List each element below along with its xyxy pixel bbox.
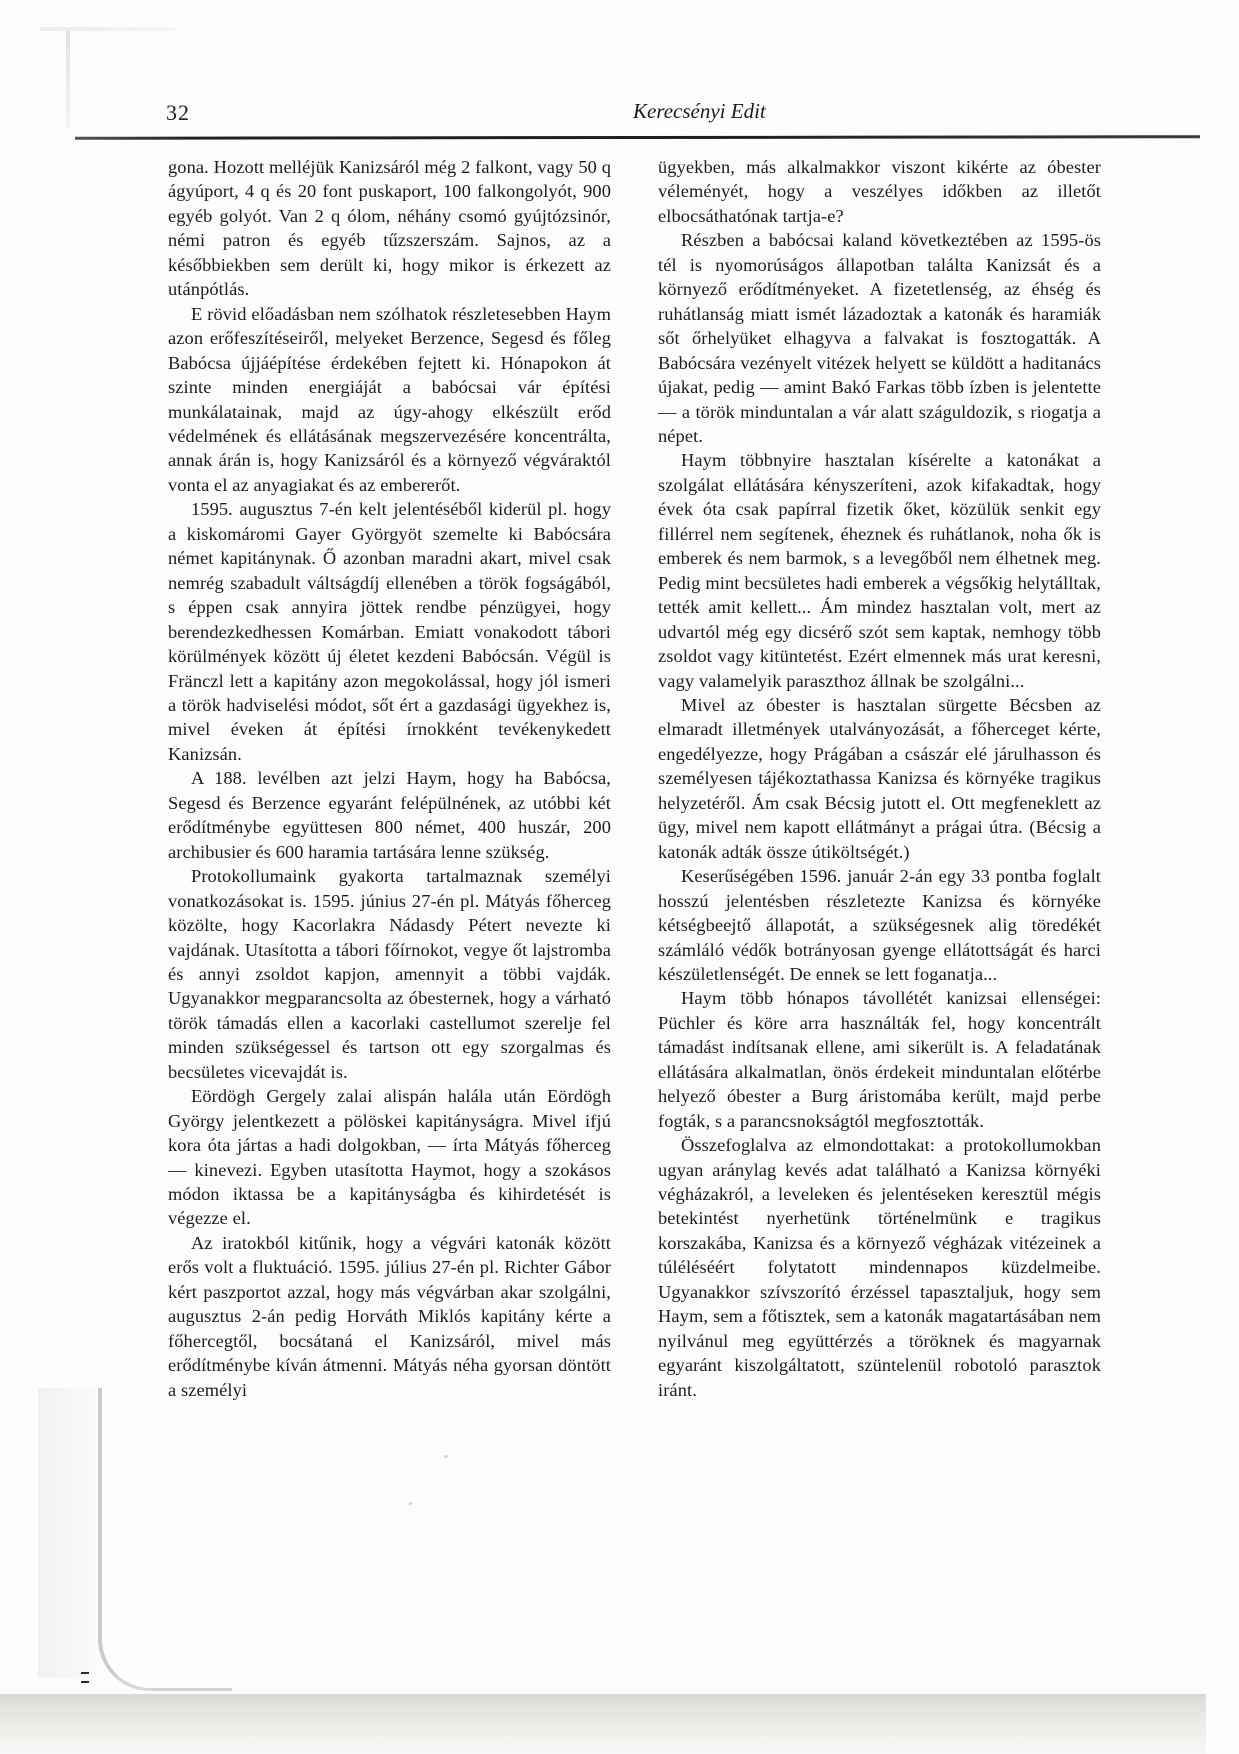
- paragraph: Haym többnyire hasztalan kísérelte a katonákat a szolgálat ellátására kényszeríteni, azok kifakadtak, hogy évek óta csak papírral fizetik őket, közülük senkit egy fillérrel nem segítenek, éheznek és ruhátlanok, noha ők is emberek és nem barmok, s a levegőből nem élhetnek meg. Pedig mint becsületes hadi emberek a végsőkig helytálltak, tették amit kellett... Ám mindez hasztalan volt, mert az udvartól még egy dicsérő szót sem kaptak, nemhogy több zsoldot vagy kitüntetést. Ezért elmennek más urat keresni, vagy valamelyik paraszthoz állnak be szolgálni...: [658, 450, 1101, 691]
- paragraph: Részben a babócsai kaland következtében az 1595-ös tél is nyomorúságos állapotban találta Kanizsát és a környező erődítményeket. A fizetetlenség, az éhség és ruhátlanság miatt ismét lázadoztak a katonák és haramiák sőt őrhelyüket elhagyva a falvakat is fosztogatták. A Babócsára vezényelt vitézek helyett se küldött a haditanács újakat, pedig — amint Bakó Farkas több ízben is jelentette — a török minduntalan a vár alatt száguldozik, s riogatja a népet.: [658, 230, 1101, 446]
- paragraph: Mivel az óbester is hasztalan sürgette Bécsben az elmaradt illetmények utalványozását, a főherceget kérte, engedélyezze, hogy Prágában a császár elé járulhasson és személyesen tájékoztathassa Kanizsa és környéke tragikus helyzetéről. Ám csak Bécsig jutott el. Ott megfeneklett az ügy, mivel nem kapott ellátmányt a prágai útra. (Bécsig a katonák adták össze útiköltségét.): [658, 694, 1101, 862]
- paragraph: 1595. augusztus 7-én kelt jelentéséből kiderül pl. hogy a kiskomáromi Gayer Györgyöt szemelte ki Babócsára német kapitánynak. Ő azonban maradni akart, mivel csak nemrég szabadult váltságdíj ellenében a török fogságából, s éppen csak annyira jöttek rendbe pénzügyei, hogy berendezkedhessen Komárban. Emiatt vonakodott tábori körülmények között új életet kezdeni Babócsán. Végül is Fränczl lett a kapitány azon megokolással, hogy jól ismeri a török hadviselési módot, sőt ért a gazdasági ügyekhez is, mivel éveken át építési írnokként tevékenykedett Kanizsán.: [168, 499, 611, 764]
- scan-artifact-page-edge-curve: [98, 1388, 232, 1691]
- paragraph: E rövid előadásban nem szólhatok részletesebben Haym azon erőfeszítéseiről, melyeket Berzence, Segesd és főleg Babócsa újjáépítése érdekében fejtett ki. Hónapokon át szinte minden energiáját a babócsai vár építési munkálatainak, majd az úgy-ahogy elkészült erőd védelmének és ellátásának megszervezésére koncentrálta, annak árán is, hogy Kanizsáról és a környező végváraktól vonta el az anyagiakat és az embererőt.: [168, 303, 611, 495]
- running-header: Kerecsényi Edit: [633, 99, 766, 123]
- paragraph: Összefoglalva az elmondottakat: a protokollumokban ugyan aránylag kevés adat található a Kanizsa környéki végházakról, a leveleken és jelentéseken keresztül mégis betekintést nyerhetünk történelmünk e tragikus korszakába, Kanizsa és a környező végházak vitézeinek a túléléséért folytatott mindennapos küzdelmeibe. Ugyanakkor szívszorító érzéssel tapasztaljuk, hogy sem Haym, sem a főtisztek, sem a katonák magatartásában nem nyilvánul meg együttérzés a töröknek és magyarnak egyaránt kiszolgáltatott, szüntelenül robotoló parasztok iránt.: [658, 1135, 1101, 1400]
- scan-artifact-bottom-shadow: [0, 1694, 1206, 1754]
- scan-artifact-left-margin-shade: [38, 1388, 96, 1678]
- scan-artifact-top-left-vertical: [66, 28, 70, 128]
- text-columns: [168, 155, 1101, 1402]
- paragraph: Protokollumaink gyakorta tartalmaznak személyi vonatkozásokat is. 1595. június 27-én pl. Mátyás főherceg közölte, hogy Kacorlakra Nádasdy Pétert nevezte ki vajdának. Utasította a tábori főírnokot, vegye őt lajstromba és annyi zsoldot kapjon, amennyit a többi vajdák. Ugyanakkor megparancsolta az óbesternek, hogy a várható török támadás ellen a kacorlaki castellumot szerelje fel minden szükségessel és tartson ott egy szorgalmas és becsületes vicevajdát is.: [168, 866, 611, 1082]
- paragraph: gona. Hozott melléjük Kanizsáról még 2 falkont, vagy 50 q ágyúport, 4 q és 20 font puskaport, 100 falkongolyót, 900 egyéb golyót. Van 2 q ólom, néhány csomó gyújtózsinór, némi patron és egyéb tűzszerszám. Sajnos, az a későbbiekben sem derült ki, hogy mikor is érkezett az utánpótlás.: [168, 157, 611, 300]
- paragraph: Keserűségében 1596. január 2-án egy 33 pontba foglalt hosszú jelentésben részletezte Kanizsa és környéke kétségbeejtő állapotát, a szükségesnek alig töredékét számláló védők botrányosan gyenge ellátottságát és harci készületlenségét. De ennek se lett foganatja...: [658, 866, 1101, 984]
- paragraph: ügyekben, más alkalmakkor viszont kikérte az óbester véleményét, hogy a veszélyes időkben az illetőt elbocsáthatónak tartja-e?: [658, 157, 1101, 226]
- right-column: [658, 155, 1101, 1402]
- scan-artifact-top-left-horizontal: [40, 27, 175, 31]
- paragraph: A 188. levélben azt jelzi Haym, hogy ha Babócsa, Segesd és Berzence egyaránt felépülnének, az utóbbi két erődítménybe együttesen 800 német, 400 huszár, 200 archibusier és 600 haramia tartására lenne szükség.: [168, 768, 611, 862]
- scan-artifact-speck: [444, 1455, 448, 1458]
- left-column: [168, 155, 611, 1402]
- paragraph: Az iratokból kitűnik, hogy a végvári katonák között erős volt a fluktuáció. 1595. július 27-én pl. Richter Gábor kért paszportot azzal, hogy más végvárban akar szolgálni, augusztus 2-án pedig Horváth Miklós kapitány kérte a főhercegtől, bocsátaná el Kanizsáról, mivel más erődítménybe kíván átmenni. Mátyás néha gyorsan döntött a személyi: [168, 1232, 611, 1400]
- scan-artifact-speck: [409, 1502, 412, 1505]
- paragraph: Haym több hónapos távollétét kanizsai ellenségei: Püchler és köre arra használták fel, hogy koncentrált támadást indítsanak ellene, ami sikerült is. A feladatának ellátására alkalmatlan, önös érdekeit minduntalan előtérbe helyező óbester a Burg áristomába került, majd perbe fogták, s a parancsnokságtól megfosztották.: [658, 988, 1101, 1131]
- page-number: 32: [166, 100, 190, 125]
- scan-artifact-equals-mark: [81, 1672, 89, 1683]
- header-rule: [75, 135, 1200, 140]
- paragraph: Eördögh Gergely zalai alispán halála után Eördögh György jelentkezett a pölöskei kapitányságra. Mivel ifjú kora óta jártas a hadi dolgokban, — írta Mátyás főherceg — kinevezi. Egyben utasította Haymot, hogy a szokásos módon iktassa be a kapitányságba és kihirdetését is végezze el.: [168, 1086, 611, 1229]
